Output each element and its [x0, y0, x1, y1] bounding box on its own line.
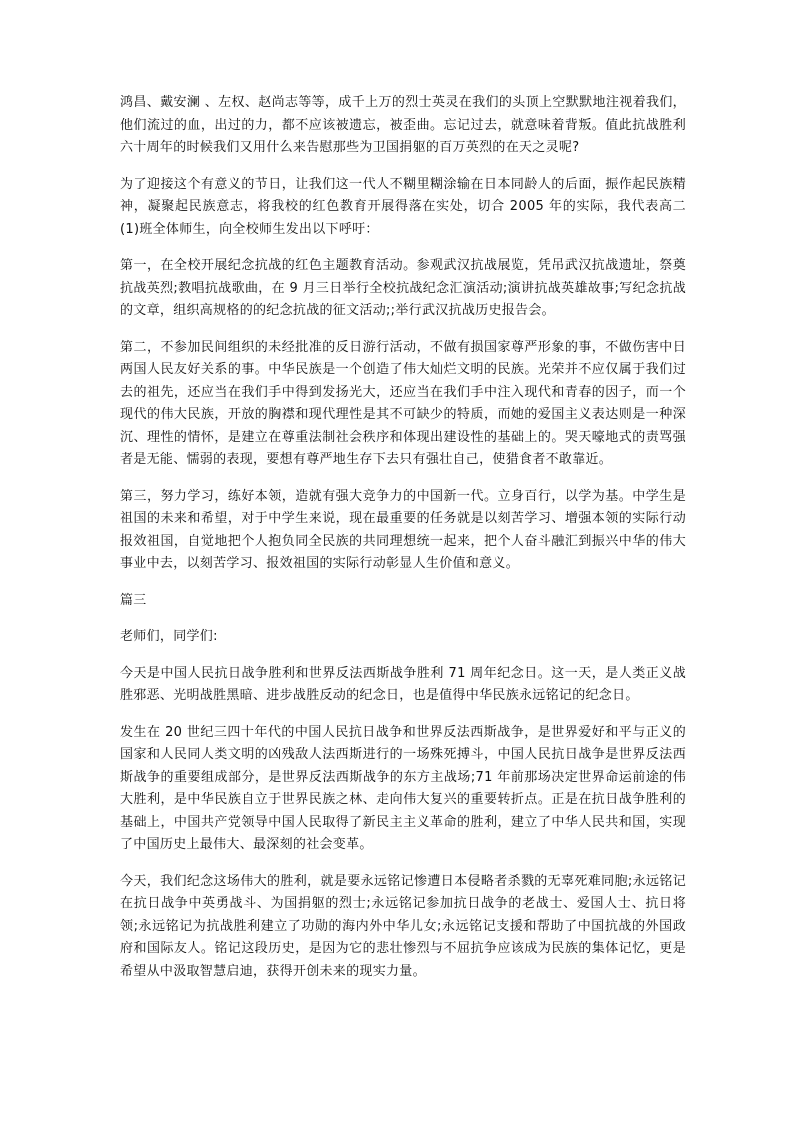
- paragraph-history: 发生在 20 世纪三四十年代的中国人民抗日战争和世界反法西斯战争，是世界爱好和平与正义的国家和人民同人类文明的凶残敌人法西斯进行的一场殊死搏斗，中国人民抗日战争是世界反法西斯战争的重要组成部分，是世界反法西斯战争的东方主战场;71 年前那场决定世界命运前途的伟大胜利，是中华民族自立于世界民族之林、走向伟大复兴的重要转折点。正是在抗日战争胜利的基础上，中国共产党领导中国人民取得了新民主主义革命的胜利，建立了中华人民共和国，实现了中国历史上最伟大、最深刻的社会变革。: [120, 724, 686, 852]
- paragraph-point-three: 第三，努力学习，练好本领，造就有强大竞争力的中国新一代。立身百行，以学为基。中学生是祖国的未来和希望，对于中学生来说，现在最重要的任务就是以刻苦学习、增强本领的实际行动报效祖国，自觉地把个人抱负同全民族的共同理想统一起来，把个人奋斗融汇到振兴中华的伟大事业中去，以刻苦学习、报效祖国的实际行动彰显人生价值和意义。: [120, 488, 686, 571]
- section-heading: 篇三: [120, 592, 147, 608]
- paragraph-martyrs: 鸿昌、戴安澜 、左权、赵尚志等等，成千上万的烈士英灵在我们的头顶上空默默地注视着我们，他们流过的血，出过的力，都不应该被遗忘，被歪曲。忘记过去，就意味着背叛。值此抗战胜利六十周年的时候我们又用什么来告慰那些为卫国捐躯的百万英烈的在天之灵呢?: [120, 95, 686, 155]
- paragraph-appeal-intro: 为了迎接这个有意义的节日，让我们这一代人不糊里糊涂输在日本同龄人的后面，振作起民族精神，凝聚起民族意志，将我校的红色教育开展得落在实处，切合 2005 年的实际，我代表高二(1)班全体师生，向全校师生发出以下呼吁：: [120, 176, 686, 237]
- paragraph-remember: 今天，我们纪念这场伟大的胜利，就是要永远铭记惨遭日本侵略者杀戮的无辜死难同胞;永远铭记在抗日战争中英勇战斗、为国捐躯的烈士;永远铭记参加抗日战争的老战士、爱国人士、抗日将领;永远铭记为抗战胜利建立了功勋的海内外中华儿女;永远铭记支援和帮助了中国抗战的外国政府和国际友人。铭记这段历史，是因为它的悲壮惨烈与不屈抗争应该成为民族的集体记忆，更是希望从中汲取智慧启迪，获得开创未来的现实力量。: [120, 873, 686, 979]
- paragraph-anniversary: 今天是中国人民抗日战争胜利和世界反法西斯战争胜利 71 周年纪念日。这一天，是人类正义战胜邪恶、光明战胜黑暗、进步战胜反动的纪念日，也是值得中华民族永远铭记的纪念日。: [120, 665, 686, 703]
- paragraph-point-two: 第二，不参加民间组织的未经批准的反日游行活动，不做有损国家尊严形象的事，不做伤害中日两国人民友好关系的事。中华民族是一个创造了伟大灿烂文明的民族。光荣并不应仅属于我们过去的祖先，还应当在我们手中得到发扬光大，还应当在我们手中注入现代和青春的因子，而一个现代的伟大民族，开放的胸襟和现代理性是其不可缺少的特质，而她的爱国主义表达则是一种深沉、理性的情怀，是建立在尊重法制社会秩序和体现出建设性的基础上的。哭天嚎地式的责骂强者是无能、懦弱的表现，要想有尊严地生存下去只有强壮自己，使猎食者不敢靠近。: [120, 339, 686, 467]
- document-body: [120, 92, 686, 997]
- paragraph-point-one: 第一，在全校开展纪念抗战的红色主题教育活动。参观武汉抗战展览，凭吊武汉抗战遗址，祭奠抗战英烈;教唱抗战歌曲，在 9 月三日举行全校抗战纪念汇演活动;演讲抗战英雄故事;写纪念抗战的文章，组织高规格的的纪念抗战的征文活动;;举行武汉抗战历史报告会。: [120, 258, 686, 318]
- greeting: 老师们，同学们:: [120, 629, 218, 644]
